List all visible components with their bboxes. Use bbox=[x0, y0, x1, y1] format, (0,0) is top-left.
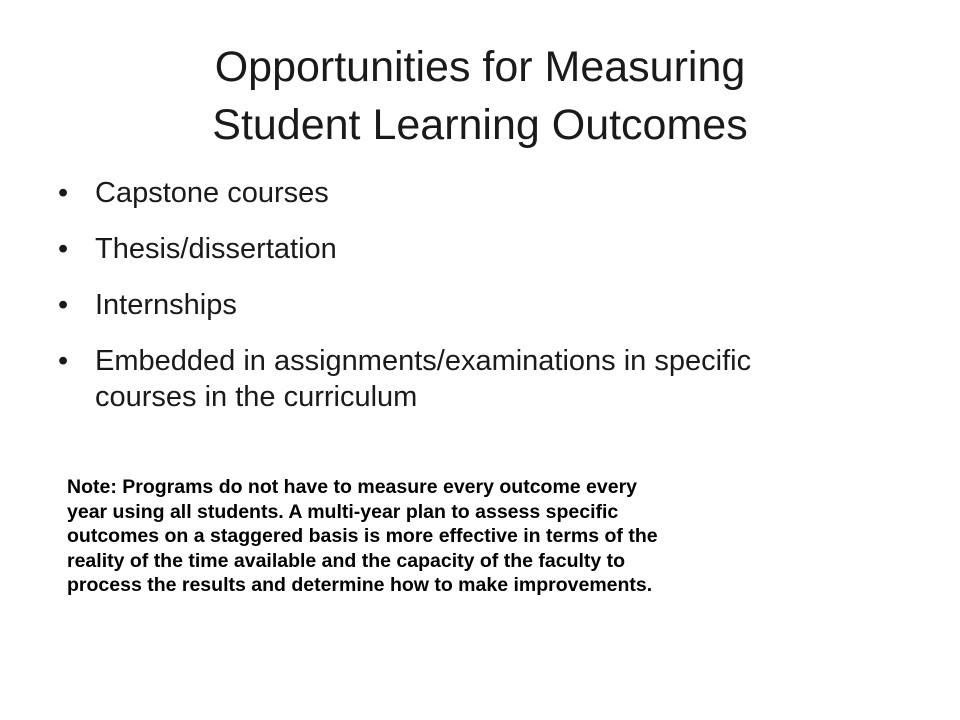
bullet-item bbox=[58, 231, 858, 267]
bullet-item bbox=[58, 287, 858, 323]
bullet-text: Embedded in assignments/examinations in specific courses in the curriculum bbox=[95, 345, 752, 413]
note-line: Note: Programs do not have to measure every outcome every bbox=[67, 476, 638, 498]
bullet-icon: • bbox=[58, 177, 69, 209]
bullet-list bbox=[58, 175, 858, 435]
bullet-text: Capstone courses bbox=[95, 177, 329, 209]
bullet-icon: • bbox=[58, 289, 69, 321]
slide-title-line: Student Learning Outcomes bbox=[212, 101, 748, 149]
note-line: year using all students. A multi-year plan to assess specific bbox=[67, 500, 619, 523]
bullet-item bbox=[58, 175, 858, 211]
slide-title bbox=[100, 38, 860, 154]
bullet-item bbox=[58, 343, 858, 415]
note-line: reality of the time available and the capacity of the faculty to bbox=[67, 549, 626, 572]
bullet-icon: • bbox=[58, 233, 69, 265]
bullet-icon: • bbox=[58, 345, 69, 377]
bullet-text: Internships bbox=[95, 289, 237, 321]
bullet-text: Thesis/dissertation bbox=[95, 233, 337, 265]
note-line: outcomes on a staggered basis is more effective in terms of the bbox=[67, 525, 658, 547]
note-text bbox=[67, 475, 887, 598]
slide-title-line: Opportunities for Measuring bbox=[214, 43, 746, 91]
note-line: process the results and determine how to make improvements. bbox=[67, 574, 653, 596]
